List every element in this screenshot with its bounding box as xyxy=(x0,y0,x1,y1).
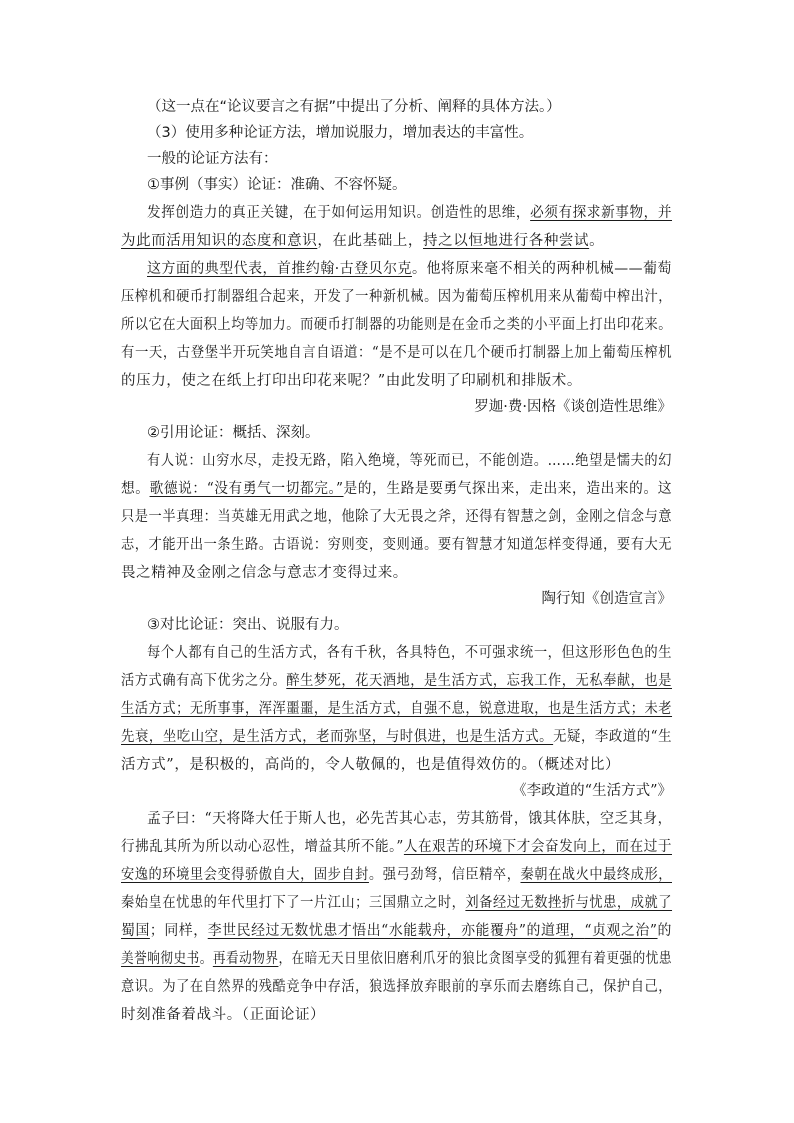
example-1-source: 罗迦·费·因格《谈创造性思维》 xyxy=(474,399,672,415)
example-1-line-5: 所以它在大面积上均等加力。而硬币打制器的功能则是在金币之类的小平面上打出印花来。 xyxy=(121,317,673,333)
example-4-line-8: 时刻准备着战斗。（正面论证） xyxy=(121,1007,326,1023)
example-1-line-3: 这方面的典型代表，首推约翰·古登贝尔克。他将原来毫不相关的两种机械——葡萄 xyxy=(147,261,673,277)
example-4-line-5: 蜀国；同样，李世民经过无数忧患才悟出“水能载舟，亦能覆舟”的道理，“贞观之治”的 xyxy=(121,923,672,939)
example-4-line-2: 行拂乱其所为所以动心忍性，增益其所不能。”人在艰苦的环境下才会奋发向上，而在过于 xyxy=(121,839,672,855)
paragraph-methods-intro: 一般的论证方法有： xyxy=(147,151,278,167)
example-1-line-2: 为此而活用知识的态度和意识，在此基础上，持之以恒地进行各种尝试。 xyxy=(121,233,605,249)
heading-quotation-argument: ②引用论证：概括、深刻。 xyxy=(147,425,320,441)
example-3-source: 《李政道的“生活方式”》 xyxy=(512,783,672,799)
example-3-line-3: 生活方式；无所事事，浑浑噩噩，是生活方式，自强不息，锐意进取，也是生活方式；未老 xyxy=(121,701,673,717)
heading-contrast-argument: ③对比论证：突出、说服有力。 xyxy=(147,617,349,633)
example-1-line-1: 发挥创造力的真正关键，在于如何运用知识。创造性的思维，必须有探求新事物，并 xyxy=(147,205,673,221)
example-1-line-7: 的压力，使之在纸上打印出印花来呢？”由此发明了印刷机和排版术。 xyxy=(121,373,583,389)
example-2-line-3: 只是一半真理：当英雄无用武之地，他除了大无畏之斧，还得有智慧之剑，金刚之信念与意 xyxy=(121,509,673,525)
example-3-line-2: 活方式确有高下优劣之分。醉生梦死，花天酒地，是生活方式，忘我工作，无私奉献，也是 xyxy=(121,673,672,689)
example-2-source: 陶行知《创造宣言》 xyxy=(541,591,672,607)
example-4-line-3: 安逸的环境里会变得骄傲自大，固步自封。强弓劲弩，信臣精卒，秦朝在战火中最终成形， xyxy=(121,867,672,883)
example-3-line-1: 每个人都有自己的生活方式，各有千秋，各具特色，不可强求统一，但这形形色色的生 xyxy=(147,645,673,661)
paragraph-point-3: （3）使用多种论证方法，增加说服力，增加表达的丰富性。 xyxy=(147,125,534,141)
example-2-line-2: 想。歌德说：“没有勇气一切都完。”是的，生路是要勇气探出来，走出来，造出来的。这 xyxy=(121,481,673,497)
example-1-line-4: 压榨机和硬币打制器组合起来，开发了一种新机械。因为葡萄压榨机用来从葡萄中榨出汁， xyxy=(121,289,673,305)
example-4-line-4: 秦始皇在忧患的年代里打下了一片江山；三国鼎立之时，刘备经过无数挫折与忧患，成就了 xyxy=(121,895,673,911)
example-2-line-4: 志，才能开出一条生路。古语说：穷则变，变则通。要有智慧才知道怎样变得通，要有大无 xyxy=(121,537,673,553)
example-4-line-1: 孟子曰：“天将降大任于斯人也，必先苦其心志，劳其筋骨，饿其体肤，空乏其身， xyxy=(147,811,673,827)
example-3-line-5: 活方式”，是积极的，高尚的，令人敬佩的，也是值得效仿的。（概述对比） xyxy=(121,757,621,773)
example-4-line-7: 意识。为了在自然界的残酷竞争中存活，狼选择放弃眼前的享乐而去磨练自己，保护自己， xyxy=(121,979,673,995)
example-2-line-5: 畏之精神及金刚之信念与意志才变得过来。 xyxy=(121,565,408,581)
example-2-line-1: 有人说：山穷水尽，走投无路，陷入绝境，等死而已，不能创造。……绝望是懦夫的幻 xyxy=(147,453,673,469)
example-3-line-4: 先衰，坐吃山空，是生活方式，老而弥坚，与时俱进，也是生活方式。无疑，李政道的“生 xyxy=(121,729,673,745)
example-1-line-6: 有一天，古登堡半开玩笑地自言自语道：“是不是可以在几个硬币打制器上加上葡萄压榨机 xyxy=(121,345,673,361)
example-4-line-6: 美誉响彻史书。再看动物界，在暗无天日里依旧磨利爪牙的狼比贪图享受的狐狸有着更强的忧患 xyxy=(121,951,673,967)
heading-example-argument: ①事例（事实）论证：准确、不容怀疑。 xyxy=(147,177,407,193)
paragraph-note: （这一点在“论议要言之有据”中提出了分析、阐释的具体方法。） xyxy=(147,99,561,115)
